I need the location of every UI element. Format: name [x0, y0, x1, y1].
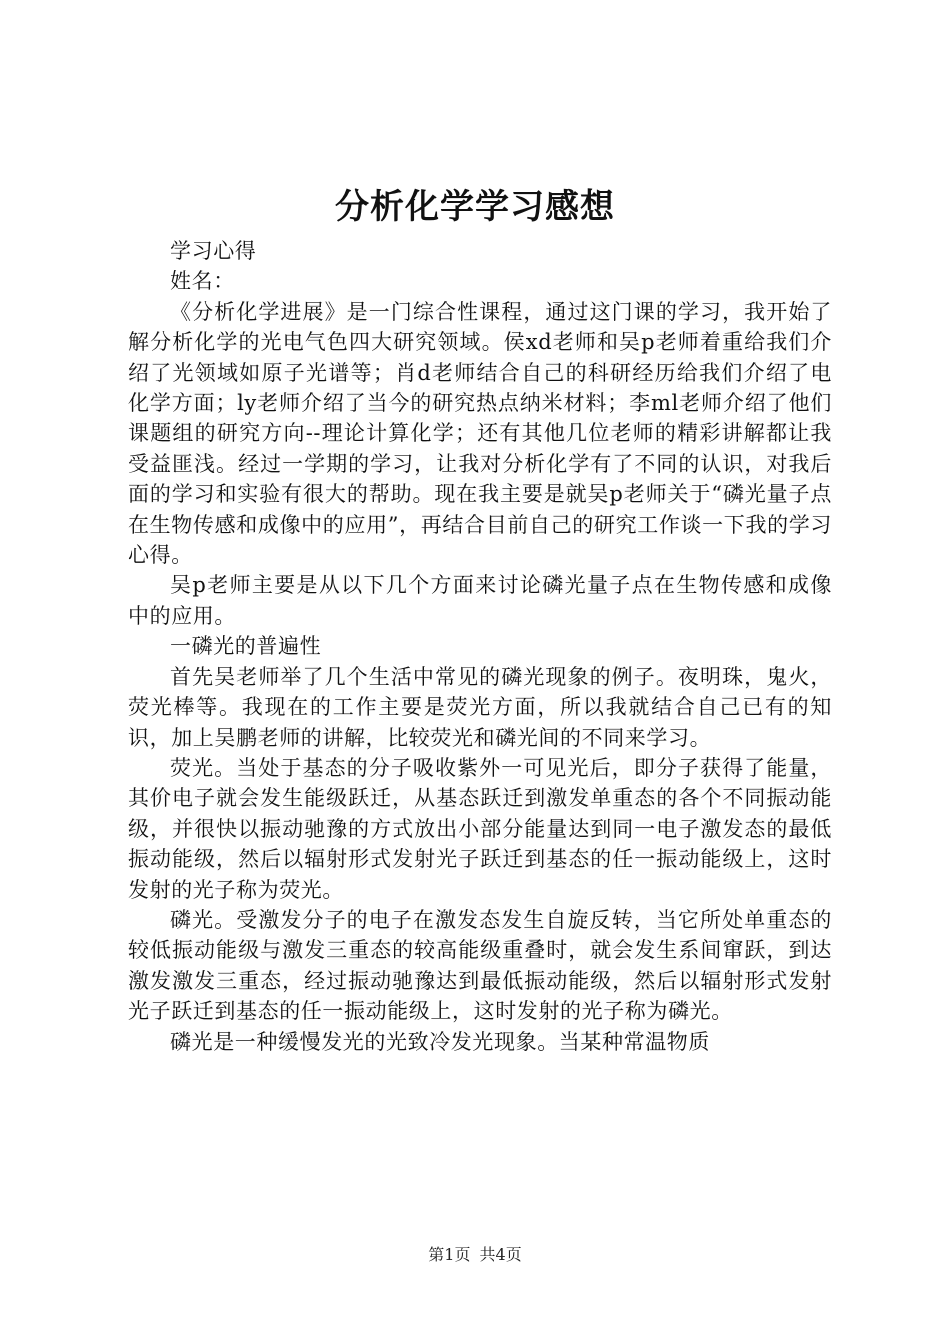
document-title: 分析化学学习感想 — [335, 187, 615, 227]
paragraph-name-field: 姓名： — [170, 269, 235, 294]
paragraph-intro: 《分析化学进展》是一门综合性课程，通过这门课的学习，我开始了解分析化学的光电气色四大研究领域。侯xd老师和吴p老师着重给我们介绍了光领域如原子光谱等；肖d老师结合自己的科研经历给我们介绍了电化学方面；ly老师介绍了当今的研究热点纳米材料；李ml老师介绍了他们课题组的研究方向--理论计算化学；还有其他几位老师的精彩讲解都让我受益匪浅。经过一学期的学习，让我对分析化学有了不同的认识，对我后面的学习和实验有很大的帮助。现在我主要是就吴p老师关于“磷光量子点在生物传感和成像中的应用”，再结合目前自己的研究工作谈一下我的学习心得。 — [128, 299, 832, 568]
paragraph-phosphorescence: 磷光。受激发分子的电子在激发态发生自旋反转，当它所处单重态的较低振动能级与激发三重态的较高能级重叠时，就会发生系间窜跃，到达激发激发三重态，经过振动驰豫达到最低振动能级，然后以辐射形式发射光子跃迁到基态的任一振动能级上，这时发射的光子称为磷光。 — [128, 907, 832, 1024]
paragraph-examples: 首先吴老师举了几个生活中常见的磷光现象的例子。夜明珠，鬼火，荧光棒等。我现在的工作主要是荧光方面，所以我就结合自己已有的知识，加上吴鹏老师的讲解，比较荧光和磷光间的不同来学习。 — [128, 664, 832, 750]
page-footer — [0, 1243, 950, 1267]
page-number: 第1页 — [428, 1245, 471, 1264]
paragraph-fluorescence: 荧光。当处于基态的分子吸收紫外一可见光后，即分子获得了能量，其价电子就会发生能级跃迁，从基态跃迁到激发单重态的各个不同振动能级，并很快以振动驰豫的方式放出小部分能量达到同一电子激发态的最低振动能级，然后以辐射形式发射光子跃迁到基态的任一振动能级上，这时发射的光子称为荧光。 — [128, 755, 832, 902]
paragraph-section-heading: 一磷光的普遍性 — [170, 634, 322, 659]
page-total: 共4页 — [479, 1245, 522, 1264]
paragraph-phosphorescence-cont: 磷光是一种缓慢发光的光致冷发光现象。当某种常温物质 — [170, 1029, 710, 1054]
paragraph-heading-study-notes: 学习心得 — [170, 239, 257, 263]
document-body — [128, 236, 832, 1057]
paragraph-topic-overview: 吴p老师主要是从以下几个方面来讨论磷光量子点在生物传感和成像中的应用。 — [128, 573, 832, 628]
